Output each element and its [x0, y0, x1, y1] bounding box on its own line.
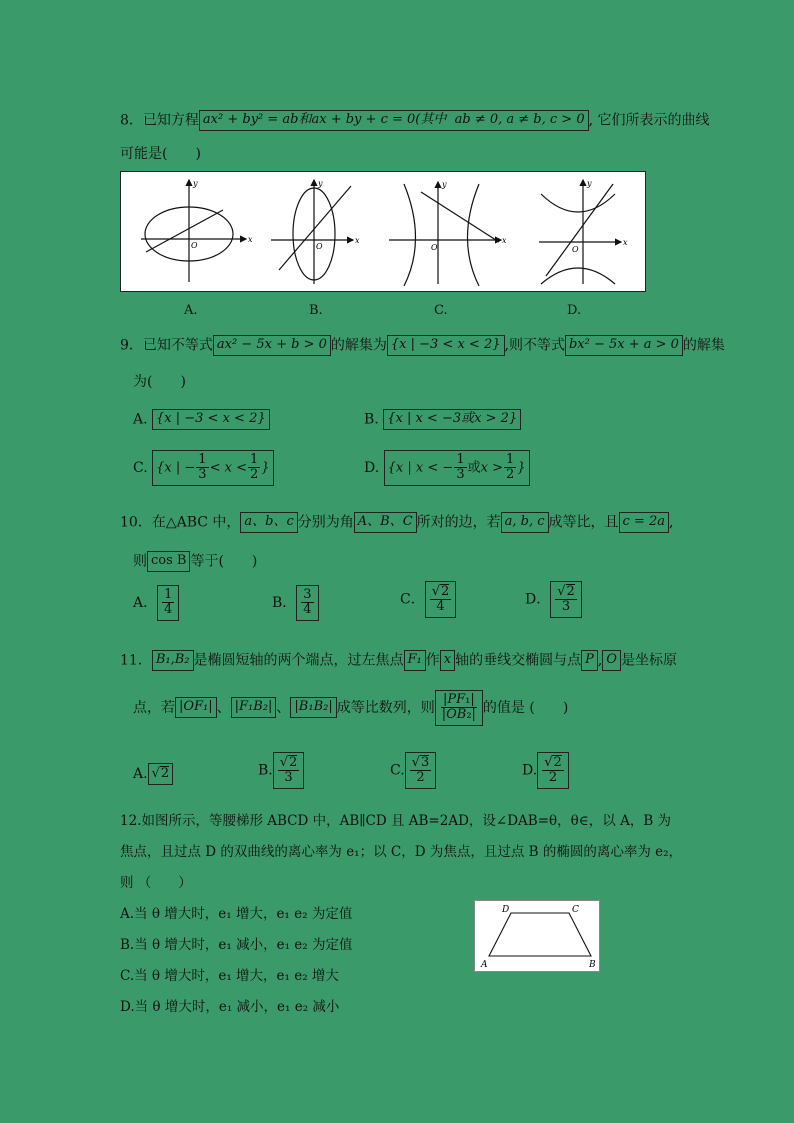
- q9-ineq1: ax² − 5x + b > 0: [213, 335, 331, 356]
- q11-o: O: [602, 650, 621, 671]
- q9-option-a[interactable]: A. {x | −3 < x < 2}: [133, 409, 270, 430]
- q8-suffix: , 它们所表示的曲线: [588, 112, 710, 129]
- q8-prefix: 8．已知方程: [120, 112, 199, 129]
- graph-d-origin: O: [572, 245, 579, 254]
- q9-set1: {x | −3 < x < 2}: [387, 335, 505, 356]
- q10-cosb: cos B: [147, 551, 190, 572]
- graph-c-origin: O: [431, 243, 438, 252]
- q10-option-d[interactable]: D． $\frac{√2}{3}$: [525, 581, 582, 618]
- q12-trapezoid-figure: [474, 900, 600, 972]
- q9-ineq2: bx² − 5x + a > 0: [565, 335, 683, 356]
- q12-option-d[interactable]: D.当 θ 增大时，e₁ 减小，e₁ e₂ 减小: [120, 999, 340, 1015]
- q11-f1: F₁: [404, 650, 426, 671]
- q8-line1: [120, 110, 710, 131]
- q8-eq1: ax² + by² = ab和ax + by + c = 0(其中 ab ≠ 0, a ≠ b, c > 0: [199, 110, 589, 131]
- q11-of1: |OF₁|: [175, 697, 217, 718]
- q11-line2: 点，若 |OF₁| 、 |F₁B₂| 、 |B₁B₂| 成等比数列，则 $\frac{\text{|PF₁|}}{\text{|OB₂|}}$ 的值是 ( ): [133, 690, 568, 726]
- q12-line3: 则 （ ）: [120, 875, 192, 891]
- q10-option-c[interactable]: C． $\frac{√2}{4}$: [400, 581, 456, 618]
- q9-option-d-math: {x | x < − $\frac{1}{3}$ 或x > $\frac{1}{2}$ }: [384, 450, 530, 486]
- q12-option-a[interactable]: A.当 θ 增大时，e₁ 增大，e₁ e₂ 为定值: [120, 906, 353, 922]
- q9-option-a-math: {x | −3 < x < 2}: [152, 409, 270, 430]
- q10-sides: a、b、c: [240, 512, 297, 533]
- trapezoid-shape: [489, 913, 591, 956]
- graph-a-x-label: x: [248, 235, 253, 244]
- q11-option-a[interactable]: A. √2: [133, 763, 173, 785]
- graph-d: [539, 180, 621, 284]
- graph-b-y-label: y: [318, 179, 323, 188]
- vertex-a-label: A: [481, 960, 488, 970]
- q11-option-d[interactable]: D. $\frac{√2}{2}$: [522, 752, 569, 789]
- graph-c-x-label: x: [502, 236, 507, 245]
- q10-angles: A、B、C: [354, 512, 417, 533]
- graph-b: [271, 180, 353, 284]
- q8-option-d[interactable]: D.: [567, 303, 582, 318]
- q8-figure: [120, 171, 646, 292]
- q10-line1: 10．在△ABC 中， a、b、c 分别为角 A、B、C 所对的边，若 a, b, c 成等比，且 c = 2a ,: [120, 512, 673, 533]
- q11-option-b[interactable]: B. $\frac{√2}{3}$: [258, 752, 304, 789]
- q9-option-b[interactable]: B. {x | x < −3或x > 2}: [364, 409, 521, 430]
- q12-line2: 焦点，且过点 D 的双曲线的离心率为 e₁；以 C，D 为焦点，且过点 B 的椭圆的离心率为 e₂，: [120, 844, 683, 860]
- q10-option-b[interactable]: B． $\frac{3}{4}$: [272, 585, 319, 621]
- q9-option-c-math: {x | − $\frac{1}{3}$ < x < $\frac{1}{2}$ }: [152, 450, 273, 486]
- trapezoid-svg: [475, 901, 599, 971]
- graph-b-origin: O: [316, 242, 323, 251]
- q10-option-a[interactable]: A． $\frac{1}{4}$: [133, 585, 179, 621]
- q10-cond: c = 2a: [619, 512, 669, 533]
- q10-abc: a, b, c: [501, 512, 549, 533]
- q8-graphs: [121, 172, 645, 291]
- graph-d-x-label: x: [623, 238, 628, 247]
- q8-line2: 可能是( ): [120, 146, 201, 162]
- q9-option-d[interactable]: D. {x | x < − $\frac{1}{3}$ 或x > $\frac{1}{2}$ }: [364, 450, 530, 486]
- q8-option-c[interactable]: C.: [434, 303, 448, 318]
- graph-a-y-label: y: [193, 179, 198, 188]
- q11-x: x: [440, 650, 455, 671]
- q11-b1b2-abs: |B₁B₂|: [290, 697, 336, 718]
- q9-option-c[interactable]: C. {x | − $\frac{1}{3}$ < x < $\frac{1}{2}$ }: [133, 450, 274, 486]
- vertex-d-label: D: [502, 905, 510, 915]
- q8-option-b[interactable]: B.: [309, 303, 323, 318]
- graph-a-origin: O: [191, 241, 198, 250]
- q8-option-a[interactable]: A.: [184, 303, 198, 318]
- q12-line1: 12.如图所示，等腰梯形 ABCD 中，AB∥CD 且 AB=2AD，设∠DAB=θ，θ∈，以 A，B 为: [120, 813, 672, 829]
- vertex-b-label: B: [589, 960, 596, 970]
- q10-line2: 则 cos B 等于( ): [133, 551, 257, 572]
- graph-a: [141, 180, 246, 282]
- q9-option-b-math: {x | x < −3或x > 2}: [383, 409, 521, 430]
- vertex-c-label: C: [572, 905, 579, 915]
- graph-c-y-label: y: [442, 180, 447, 189]
- q11-ratio: $\frac{\text{|PF₁|}}{\text{|OB₂|}}$: [435, 690, 483, 726]
- graph-d-y-label: y: [587, 179, 592, 188]
- q12-option-b[interactable]: B.当 θ 增大时，e₁ 减小，e₁ e₂ 为定值: [120, 937, 353, 953]
- q9-line2: 为( ): [133, 374, 186, 390]
- graph-b-x-label: x: [355, 236, 360, 245]
- q11-b1b2: B₁,B₂: [152, 650, 194, 671]
- q11-option-c[interactable]: C. $\frac{√3}{2}$: [390, 752, 436, 789]
- q12-option-c[interactable]: C.当 θ 增大时，e₁ 增大，e₁ e₂ 增大: [120, 968, 339, 984]
- q11-line1: 11． B₁,B₂ 是椭圆短轴的两个端点，过左焦点 F₁ 作 x 轴的垂线交椭圆与点 P , O 是坐标原: [120, 650, 677, 671]
- graph-c: [389, 182, 501, 286]
- q11-p: P: [581, 650, 598, 671]
- q9-line1: 9．已知不等式 ax² − 5x + b > 0 的解集为 {x | −3 < x < 2} ,则不等式 bx² − 5x + a > 0 的解集: [120, 335, 725, 356]
- q11-f1b2: |F₁B₂|: [231, 697, 277, 718]
